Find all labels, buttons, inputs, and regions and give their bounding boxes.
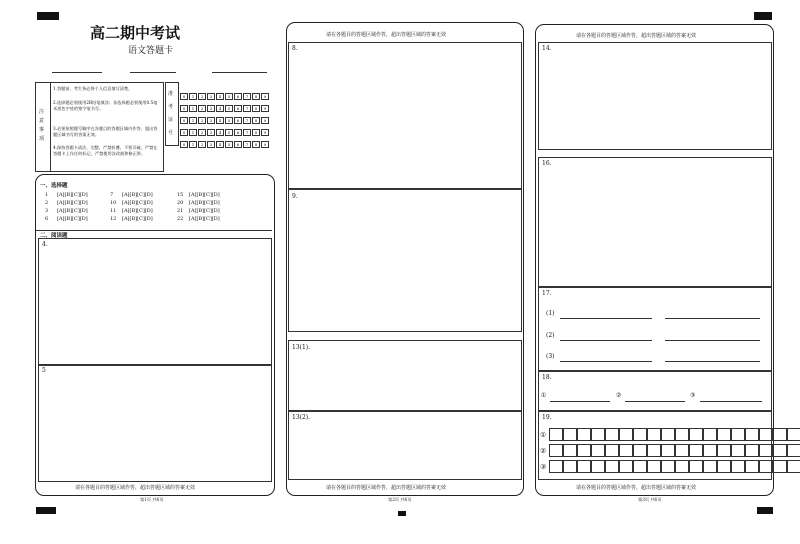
mc-question-row[interactable] <box>177 208 220 214</box>
q19-grid-cell[interactable] <box>633 460 647 473</box>
admission-digit-bubble[interactable]: 3 <box>207 93 215 100</box>
admission-digit-bubble[interactable]: 4 <box>216 129 224 136</box>
q17-part-1-line-a[interactable] <box>560 318 652 319</box>
panel-2-header: 请在各题目的答题区域作答，超出答题区域的答案无效 <box>326 32 447 38</box>
q18-part-2-label: ② <box>616 392 622 399</box>
admission-label-char-2: 考 <box>168 104 174 110</box>
admission-label-char-3: 证 <box>168 117 174 123</box>
q19-grid-cell[interactable] <box>563 444 577 457</box>
notice-label-char-3: 事 <box>39 127 45 133</box>
q19-grid-cell[interactable] <box>619 460 633 473</box>
admission-bubble-grid <box>180 83 270 147</box>
q19-grid-cell[interactable] <box>759 444 773 457</box>
q18-part-2-line[interactable] <box>625 401 685 402</box>
q8-answer-box[interactable] <box>288 42 522 190</box>
q19-grid-cell[interactable] <box>619 444 633 457</box>
q19-grid-row <box>549 444 800 457</box>
page-title: 高二期中考试 <box>90 24 181 42</box>
mc-choice-bubbles[interactable]: [A][B][C][D] <box>122 208 153 214</box>
q19-grid-cell[interactable] <box>703 460 717 473</box>
q19-grid-cell[interactable] <box>759 428 773 441</box>
admission-digit-bubble[interactable]: 9 <box>261 141 269 148</box>
q19-grid-cell[interactable] <box>591 428 605 441</box>
q19-grid-cell[interactable] <box>717 460 731 473</box>
mc-question-row[interactable] <box>45 200 88 206</box>
admission-digit-bubble[interactable]: 6 <box>234 141 242 148</box>
q19-grid-cell[interactable] <box>675 428 689 441</box>
admission-digit-bubble[interactable]: 1 <box>189 93 197 100</box>
class-field-line[interactable] <box>130 72 176 73</box>
admission-digit-bubble[interactable]: 0 <box>180 93 188 100</box>
q13-2-answer-box[interactable] <box>288 410 522 480</box>
admission-digit-bubble[interactable]: 7 <box>243 93 251 100</box>
admission-digit-bubble[interactable]: 6 <box>234 93 242 100</box>
mc-choice-bubbles[interactable]: [A][B][C][D] <box>189 192 220 198</box>
q19-grid-cell[interactable] <box>731 444 745 457</box>
seat-field-line[interactable] <box>212 72 267 73</box>
mc-question-row[interactable] <box>110 208 153 214</box>
q16-label: 16. <box>542 160 552 167</box>
q4-label: 4. <box>42 241 48 248</box>
mc-question-row[interactable] <box>177 192 220 198</box>
q17-part-2-line-a[interactable] <box>560 340 652 341</box>
q18-answer-box <box>538 371 772 411</box>
mc-choice-bubbles[interactable]: [A][B][C][D] <box>122 192 153 198</box>
admission-digit-bubble[interactable]: 1 <box>189 129 197 136</box>
q19-grid-cell[interactable] <box>661 444 675 457</box>
mc-question-row[interactable] <box>177 200 220 206</box>
q19-grid-cell[interactable] <box>745 428 759 441</box>
admission-digit-bubble[interactable]: 0 <box>180 117 188 124</box>
admission-digit-bubble[interactable]: 9 <box>261 93 269 100</box>
admission-row <box>180 83 270 99</box>
mc-question-number: 7 <box>110 192 114 198</box>
admission-digit-bubble[interactable]: 7 <box>243 105 251 112</box>
q19-row-2-label: ② <box>540 447 547 455</box>
q18-part-1-line[interactable] <box>550 401 610 402</box>
mc-question-row[interactable] <box>45 216 88 222</box>
q19-grid-cell[interactable] <box>773 460 787 473</box>
notice-label-char-4: 项 <box>39 136 45 142</box>
q19-grid-cell[interactable] <box>605 460 619 473</box>
q19-grid-cell[interactable] <box>633 428 647 441</box>
q19-grid-cell[interactable] <box>773 444 787 457</box>
q19-grid-cell[interactable] <box>759 460 773 473</box>
registration-mark-top-left <box>37 12 59 20</box>
q9-label: 9. <box>292 193 298 200</box>
panel-3-header: 请在各题目的答题区域作答，超出答题区域的答案无效 <box>576 33 697 39</box>
mc-question-number: 6 <box>45 216 49 222</box>
admission-digit-bubble[interactable]: 4 <box>216 93 224 100</box>
q14-label: 14. <box>542 45 552 52</box>
q19-grid-cell[interactable] <box>647 460 661 473</box>
q17-part-2-line-b[interactable] <box>665 340 760 341</box>
admission-row <box>180 95 270 111</box>
admission-row <box>180 107 270 123</box>
admission-digit-bubble[interactable]: 5 <box>225 117 233 124</box>
reading-section-title: 二、阅读题 <box>40 233 68 239</box>
mc-question-row[interactable] <box>110 216 153 222</box>
mc-question-row[interactable] <box>110 200 153 206</box>
mc-question-number: 20 <box>177 200 184 206</box>
mc-question-number: 12 <box>110 216 117 222</box>
q19-grid-cell[interactable] <box>731 428 745 441</box>
q19-grid-cell[interactable] <box>563 428 577 441</box>
q19-grid-cell[interactable] <box>787 428 800 441</box>
admission-digit-bubble[interactable]: 6 <box>234 117 242 124</box>
q17-label: 17. <box>542 290 552 297</box>
q19-grid-cell[interactable] <box>647 444 661 457</box>
admission-digit-bubble[interactable]: 5 <box>225 141 233 148</box>
q19-grid-row <box>549 460 800 473</box>
registration-mark-bottom-left <box>36 507 56 514</box>
q19-grid-cell[interactable] <box>689 444 703 457</box>
q17-part-3-line-b[interactable] <box>665 361 760 362</box>
mc-question-number: 21 <box>177 208 184 214</box>
admission-digit-bubble[interactable]: 4 <box>216 105 224 112</box>
admission-digit-bubble[interactable]: 3 <box>207 105 215 112</box>
q19-grid-cell[interactable] <box>689 460 703 473</box>
q19-grid-cell[interactable] <box>703 428 717 441</box>
admission-digit-bubble[interactable]: 9 <box>261 117 269 124</box>
admission-digit-bubble[interactable]: 8 <box>252 141 260 148</box>
notice-label-char-1: 注 <box>39 109 45 115</box>
q19-row-1-label: ① <box>540 431 547 439</box>
name-field-line[interactable] <box>52 72 102 73</box>
q5-label: 5 <box>42 367 46 374</box>
admission-digit-bubble[interactable]: 8 <box>252 105 260 112</box>
mc-question-number: 22 <box>177 216 184 222</box>
q19-grid-cell[interactable] <box>717 428 731 441</box>
page-1-number: 第1页 共6页 <box>140 497 164 502</box>
q17-part-2-label: (2) <box>546 332 555 339</box>
notice-item-4: 4.保持答题卡清洁、完整，严禁折叠。不要弄破，严禁在答题卡上作任何标记，严禁使用涂改液和修正带。 <box>53 145 158 156</box>
admission-digit-bubble[interactable]: 1 <box>189 117 197 124</box>
q19-grid-cell[interactable] <box>591 460 605 473</box>
q19-grid-cell[interactable] <box>745 460 759 473</box>
mc-question-number: 1 <box>45 192 49 198</box>
q14-answer-box[interactable] <box>538 42 772 150</box>
q19-row-3-label: ③ <box>540 463 547 471</box>
admission-digit-bubble[interactable]: 8 <box>252 129 260 136</box>
admission-digit-bubble[interactable]: 3 <box>207 129 215 136</box>
admission-digit-bubble[interactable]: 7 <box>243 141 251 148</box>
admission-digit-bubble[interactable]: 4 <box>216 117 224 124</box>
mc-question-number: 10 <box>110 200 117 206</box>
admission-digit-bubble[interactable]: 7 <box>243 117 251 124</box>
admission-digit-bubble[interactable]: 2 <box>198 117 206 124</box>
q19-grid-cell[interactable] <box>577 444 591 457</box>
mc-section-title: 一、选择题 <box>40 183 68 189</box>
admission-digit-bubble[interactable]: 0 <box>180 129 188 136</box>
mc-question-number: 15 <box>177 192 184 198</box>
admission-digit-bubble[interactable]: 3 <box>207 141 215 148</box>
q13-2-label: 13(2). <box>292 414 311 421</box>
q19-grid-cell[interactable] <box>591 444 605 457</box>
admission-digit-bubble[interactable]: 0 <box>180 105 188 112</box>
q19-grid-cell[interactable] <box>619 428 633 441</box>
q19-grid-cell[interactable] <box>717 444 731 457</box>
admission-digit-bubble[interactable]: 1 <box>189 141 197 148</box>
page-3-number: 第3页 共6页 <box>638 497 662 502</box>
q18-label: 18. <box>542 374 552 381</box>
admission-digit-bubble[interactable]: 8 <box>252 117 260 124</box>
mc-choice-bubbles[interactable]: [A][B][C][D] <box>189 216 220 222</box>
admission-digit-bubble[interactable]: 2 <box>198 105 206 112</box>
q19-grid-cell[interactable] <box>577 460 591 473</box>
q17-part-1-label: (1) <box>546 310 555 317</box>
admission-digit-bubble[interactable]: 9 <box>261 105 269 112</box>
q19-grid-cell[interactable] <box>577 428 591 441</box>
panel-2-footer: 请在各题目的答题区域作答，超出答题区域的答案无效 <box>326 485 447 491</box>
q19-grid-row <box>549 428 800 441</box>
admission-digit-bubble[interactable]: 5 <box>225 105 233 112</box>
q19-grid-cell[interactable] <box>773 428 787 441</box>
q19-grid-cell[interactable] <box>787 444 800 457</box>
admission-digit-bubble[interactable]: 2 <box>198 129 206 136</box>
admission-digit-bubble[interactable]: 2 <box>198 141 206 148</box>
mc-choice-bubbles[interactable]: [A][B][C][D] <box>57 208 88 214</box>
mc-question-row[interactable] <box>177 216 220 222</box>
admission-digit-bubble[interactable]: 5 <box>225 93 233 100</box>
mc-choice-bubbles[interactable]: [A][B][C][D] <box>57 200 88 206</box>
q19-grid-cell[interactable] <box>605 444 619 457</box>
admission-digit-bubble[interactable]: 7 <box>243 129 251 136</box>
mc-choice-bubbles[interactable]: [A][B][C][D] <box>57 192 88 198</box>
q18-part-3-label: ③ <box>690 392 696 399</box>
admission-digit-bubble[interactable]: 2 <box>198 93 206 100</box>
q17-part-1-line-b[interactable] <box>665 318 760 319</box>
mc-question-row[interactable] <box>45 208 88 214</box>
q19-grid-cell[interactable] <box>563 460 577 473</box>
page-subtitle: 语文答题卡 <box>128 46 174 56</box>
panel-1-footer: 请在各题目的答题区域作答，超出答题区域的答案无效 <box>75 485 196 491</box>
admission-digit-bubble[interactable]: 9 <box>261 129 269 136</box>
admission-digit-bubble[interactable]: 3 <box>207 117 215 124</box>
q5-answer-box[interactable] <box>38 364 272 482</box>
mc-choice-bubbles[interactable]: [A][B][C][D] <box>189 200 220 206</box>
q18-part-3-line[interactable] <box>700 401 762 402</box>
registration-mark-bottom-center <box>398 511 406 516</box>
q19-grid-cell[interactable] <box>549 444 563 457</box>
q19-grid-cell[interactable] <box>549 428 563 441</box>
q19-grid-cell[interactable] <box>731 460 745 473</box>
q19-grid-cell[interactable] <box>633 444 647 457</box>
mc-question-row[interactable] <box>45 192 88 198</box>
q18-part-1-label: ① <box>541 392 547 399</box>
page-2-number: 第2页 共6页 <box>388 497 412 502</box>
admission-digit-bubble[interactable]: 5 <box>225 129 233 136</box>
q19-grid-cell[interactable] <box>689 428 703 441</box>
q4-answer-box[interactable] <box>38 238 272 366</box>
admission-row <box>180 131 270 147</box>
mc-choice-bubbles[interactable]: [A][B][C][D] <box>189 208 220 214</box>
registration-mark-bottom-right <box>757 507 773 514</box>
q17-answer-box <box>538 287 772 371</box>
q19-grid-cell[interactable] <box>647 428 661 441</box>
admission-digit-bubble[interactable]: 8 <box>252 93 260 100</box>
q19-grid-cell[interactable] <box>745 444 759 457</box>
q19-grid-cell[interactable] <box>675 444 689 457</box>
mc-question-number: 2 <box>45 200 49 206</box>
panel-3-footer: 请在各题目的答题区域作答，超出答题区域的答案无效 <box>576 485 697 491</box>
q17-part-3-label: (3) <box>546 353 555 360</box>
mc-choice-bubbles[interactable]: [A][B][C][D] <box>57 216 88 222</box>
mc-question-number: 3 <box>45 208 49 214</box>
q19-grid-cell[interactable] <box>661 428 675 441</box>
mc-choice-bubbles[interactable]: [A][B][C][D] <box>122 216 153 222</box>
mc-divider <box>36 230 272 231</box>
mc-choice-bubbles[interactable]: [A][B][C][D] <box>122 200 153 206</box>
q19-grid-cell[interactable] <box>675 460 689 473</box>
admission-digit-bubble[interactable]: 6 <box>234 105 242 112</box>
q16-answer-box[interactable] <box>538 157 772 287</box>
q19-label: 19. <box>542 414 552 421</box>
q17-part-3-line-a[interactable] <box>560 361 652 362</box>
notice-item-2: 2.选择题必须使用2B铅笔填涂；非选择题必须使用0.5毫米黑色字迹的签字笔书写。 <box>53 100 158 111</box>
admission-row <box>180 119 270 135</box>
notice-label-char-2: 意 <box>39 118 45 124</box>
admission-digit-bubble[interactable]: 0 <box>180 141 188 148</box>
notice-item-1: 1.答题前，考生务必将个人信息填写清楚。 <box>53 86 133 91</box>
registration-mark-top-right <box>754 12 772 20</box>
q19-grid-cell[interactable] <box>661 460 675 473</box>
q13-1-answer-box[interactable] <box>288 340 522 412</box>
notice-item-3: 3.必须按照题号顺序在各题目的答题区域内作答，超出答题区域书写的答案无效。 <box>53 126 158 137</box>
admission-digit-bubble[interactable]: 6 <box>234 129 242 136</box>
admission-label-char-1: 准 <box>168 91 174 97</box>
admission-digit-bubble[interactable]: 1 <box>189 105 197 112</box>
q19-grid-cell[interactable] <box>549 460 563 473</box>
admission-label-char-4: 号 <box>168 130 174 136</box>
q19-grid-cell[interactable] <box>787 460 800 473</box>
q19-grid-cell[interactable] <box>605 428 619 441</box>
mc-question-row[interactable] <box>110 192 153 198</box>
q9-answer-box[interactable] <box>288 188 522 332</box>
q8-label: 8. <box>292 45 298 52</box>
q13-1-label: 13(1). <box>292 344 311 351</box>
mc-question-number: 11 <box>110 208 117 214</box>
admission-digit-bubble[interactable]: 4 <box>216 141 224 148</box>
q19-grid-cell[interactable] <box>703 444 717 457</box>
